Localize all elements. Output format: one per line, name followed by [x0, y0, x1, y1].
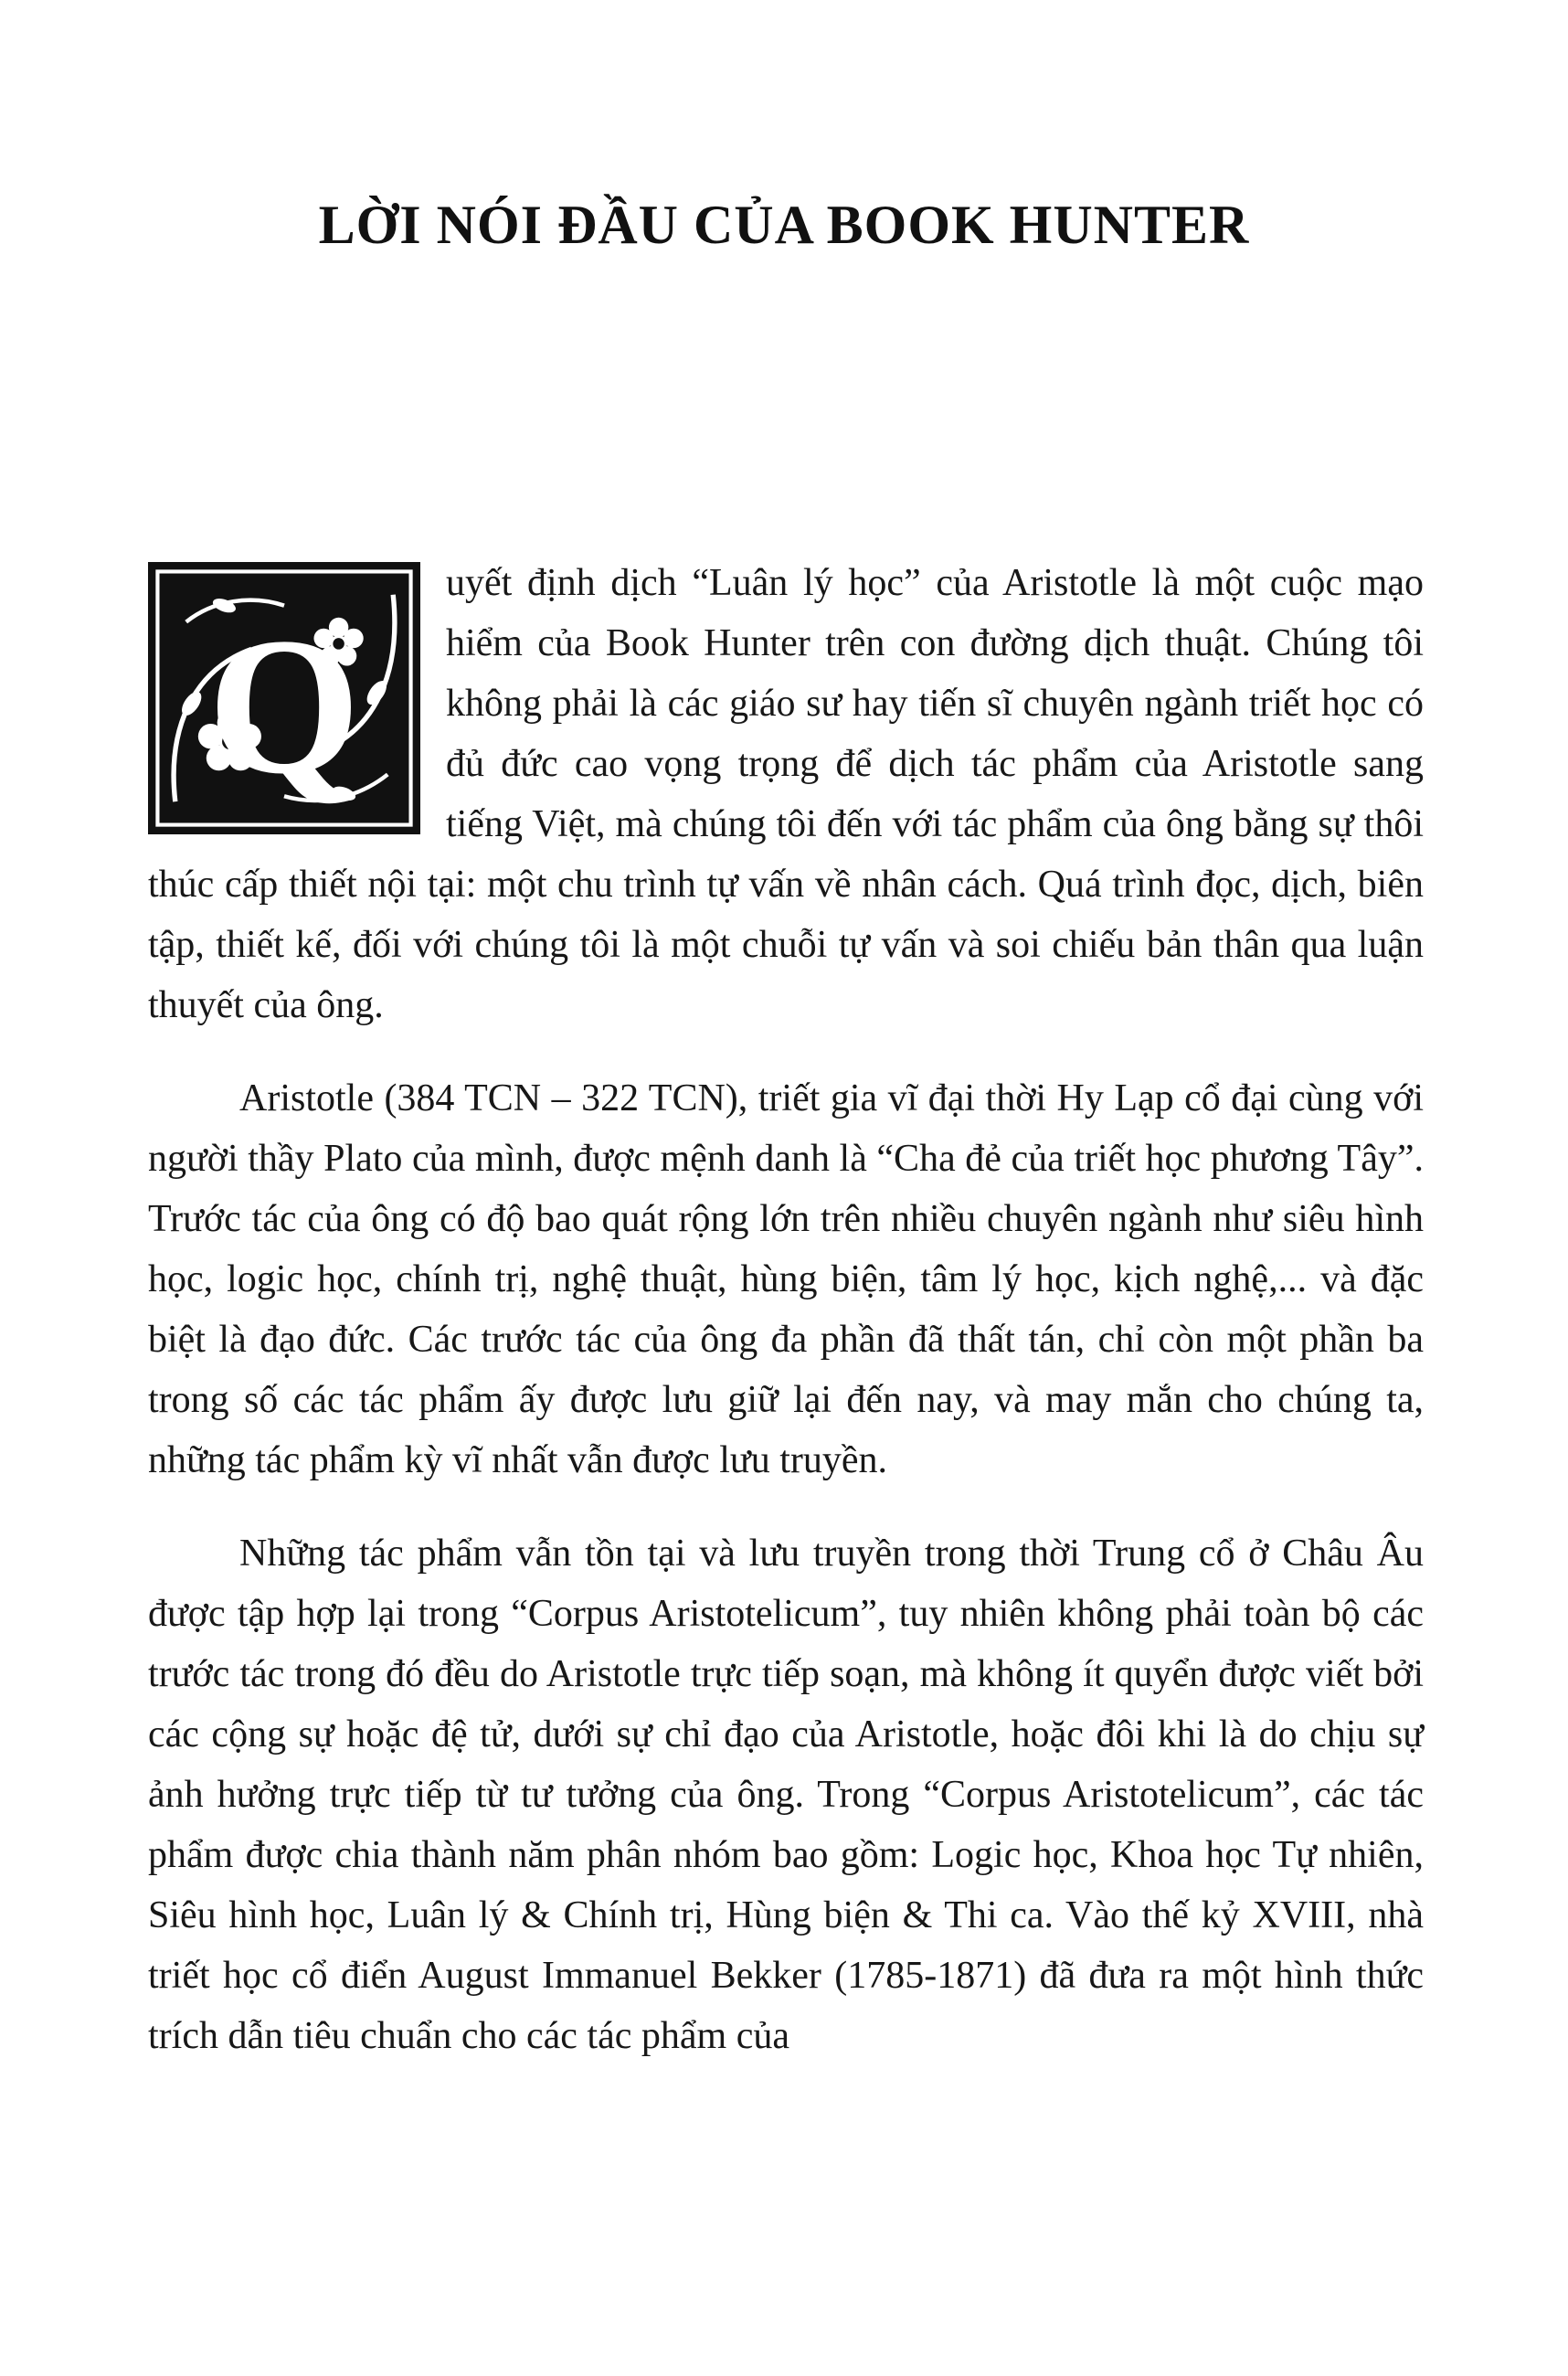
drop-cap-woodcut-icon [148, 562, 420, 834]
paragraph-text: Những tác phẩm vẫn tồn tại và lưu truyền trong thời Trung cổ ở Châu Âu được tập hợp lại trong “Corpus Aristotelicum”, tuy nhiên không phải toàn bộ các trước tác trong đó đều do Aristotle trực tiếp soạn, mà không ít quyển được viết bởi các cộng sự hoặc đệ tử, dưới sự chỉ đạo của Aristotle, hoặc đôi khi là do chịu sự ảnh hưởng trực tiếp từ tư tưởng của ông. Trong “Corpus Aristotelicum”, các tác phẩm được chia thành năm phân nhóm bao gồm: Logic học, Khoa học Tự nhiên, Siêu hình học, Luân lý & Chính trị, Hùng biện & Thi ca. Vào thế kỷ XVIII, nhà triết học cổ điển August Immanuel Bekker (1785-1871) đã đưa ra một hình thức trích dẫn tiêu chuẩn cho các tác phẩm của [148, 1533, 1424, 2057]
paragraph-corpus-aristotelicum [148, 1523, 1424, 2066]
paragraph-text: Aristotle (384 TCN – 322 TCN), triết gia vĩ đại thời Hy Lạp cổ đại cùng với người thầy Plato của mình, được mệnh danh là “Cha đẻ của triết học phương Tây”. Trước tác của ông có độ bao quát rộng lớn trên nhiều chuyên ngành như siêu hình học, logic học, chính trị, nghệ thuật, hùng biện, tâm lý học, kịch nghệ,... và đặc biệt là đạo đức. Các trước tác của ông đa phần đã thất tán, chỉ còn một phần ba trong số các tác phẩm ấy được lưu giữ lại đến nay, và may mắn cho chúng ta, những tác phẩm kỳ vĩ nhất vẫn được lưu truyền. [148, 1077, 1424, 1481]
paragraph-text: uyết định dịch “Luân lý học” của Aristotle là một cuộc mạo hiểm của Book Hunter trên con đường dịch thuật. Chúng tôi không phải là các giáo sư hay tiến sĩ chuyên ngành triết học có đủ đức cao vọng trọng để dịch tác phẩm của Aristotle sang tiếng Việt, mà chúng tôi đến với tác phẩm của ông bằng sự thôi thúc cấp thiết nội tại: một chu trình tự vấn về nhân cách. Quá trình đọc, dịch, biên tập, thiết kế, đối với chúng tôi là một chuỗi tự vấn và soi chiếu bản thân qua luận thuyết của ông. [148, 562, 1424, 1026]
paragraph-aristotle-bio [148, 1068, 1424, 1490]
page-title: LỜI NÓI ĐẦU CỦA BOOK HUNTER [318, 195, 1250, 255]
drop-cap-ornament [148, 562, 420, 834]
paragraph-opening [148, 553, 1424, 1035]
drop-cap-letter: Q [207, 598, 361, 815]
page-body [148, 257, 1424, 2066]
